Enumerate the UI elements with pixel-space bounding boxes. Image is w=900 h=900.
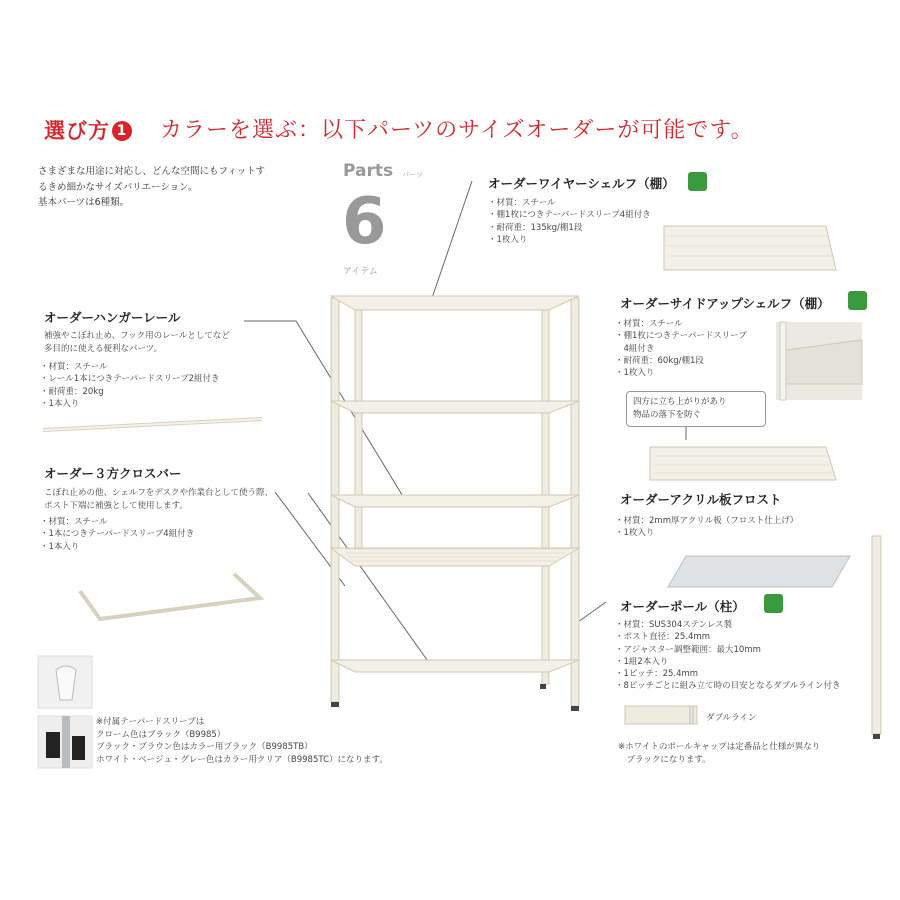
hanger-rail-specs: ・材質：スチール ・レール1本につきテーパードスリーブ2組付き ・耐荷重：20kg ・1本入り [40, 362, 220, 409]
side-up-shelf-title: オーダーサイドアップシェルフ（棚） [620, 296, 830, 311]
eco-mark-icon [848, 291, 867, 310]
parts-label: Parts [343, 161, 394, 181]
hanger-rail-title: オーダーハンガーレール [44, 310, 181, 325]
parts-count: 6 [342, 185, 387, 259]
rack-pole [571, 298, 579, 706]
cross-bar-title: オーダー３方クロスバー [44, 466, 182, 481]
sleeve-photo [38, 656, 92, 708]
cross-bar-specs: ・材質：スチール ・1本につきテーパードスリーブ4組付き ・1本入り [40, 517, 195, 552]
side-up-shelf-callout: 四方に立ち上がりがあり 物品の落下を防ぐ [626, 391, 766, 427]
intro-line: 基本パーツは6種類。 [38, 197, 130, 208]
wire-shelf-image [664, 226, 836, 270]
hanger-rail-desc: 補強やこぼれ止め、フック用のレールとしてなど 多目的に使える便利なパーツ。 [44, 331, 230, 354]
acrylic-plate-image [668, 556, 850, 587]
rack-pole [355, 306, 362, 550]
pole-specs: ・材質：SUS304ステンレス製 ・ポスト直径：25.4mm ・アジャスター調整範囲：最大10mm ・1組2本入り ・1ピッチ：25.4mm ・8ピッチごとに組み立て時の目安となるダブルライン付き [615, 620, 841, 692]
rack-foot [331, 702, 339, 707]
eco-mark-icon [688, 172, 707, 191]
pole-cap-note: ※ホワイトのポールキャップは定番品と仕様が異なり ブラックになります。 [618, 742, 821, 765]
side-up-shelf-specs: ・材質：スチール ・棚1枚につきテーパードスリーブ 4組付き ・耐荷重：60kg/棚1段 ・1枚入り [615, 319, 747, 379]
wire-shelf-specs: ・材質：スチール ・棚1枚につきテーパードスリーブ4組付き ・耐荷重：135kg/棚1段 ・1枚入り [488, 198, 651, 245]
cross-bar-desc: こぼれ止めの他、シェルフをデスクや作業台として使う際、 ポスト下端に補強として使用します。 [44, 488, 273, 511]
parts-sub-label: パーツ [402, 171, 423, 179]
pole-title: オーダーポール（柱） [620, 599, 745, 614]
rack-illustration [331, 296, 579, 711]
parts-item-label: アイテム [343, 267, 378, 277]
rack-shelf [331, 296, 579, 310]
intro-line: るきめ細かなサイズバリエーション。 [38, 181, 198, 193]
side-up-shelf-image [650, 447, 836, 480]
sleeve-note: ※付属テーパードスリーブは クローム色はブラック（B9985） ブラック・ブラウン色はカラー用ブラック（B9985TB） ホワイト・ベージュ・グレー色はカラー用クリア（B9985TC）になります。 [96, 717, 388, 765]
cross-bar-image [80, 574, 260, 619]
acrylic-specs: ・材質：2mm厚アクリル板（フロスト仕上げ） ・1枚入り [615, 516, 799, 539]
rack-pole [331, 298, 339, 702]
page-title: カラーを選ぶ：以下パーツのサイズオーダーが可能です。 [160, 118, 754, 143]
wire-shelf-title: オーダーワイヤーシェルフ（棚） [488, 176, 675, 191]
eco-mark-icon [764, 594, 783, 613]
double-line-label: ダブルライン [706, 713, 757, 723]
step-label: 選び方 1 [44, 115, 132, 145]
rack-shelf [331, 660, 579, 672]
sleeve-on-pole-photo [38, 716, 92, 768]
pole-image [872, 536, 881, 739]
rack-shelf [331, 495, 579, 507]
side-up-shelf-photo [776, 322, 862, 400]
acrylic-title: オーダーアクリル板フロスト [620, 492, 782, 507]
hanger-rail-image [43, 419, 262, 430]
rack-shelf [331, 401, 579, 413]
step-number-badge: 1 [112, 121, 132, 141]
leader-lines [244, 181, 606, 664]
double-line-image [625, 706, 697, 724]
rack-foot [571, 706, 579, 711]
intro-line: さまざまな用途に対応し、どんな空間にもフィットす [38, 166, 265, 177]
rack-foot [540, 684, 546, 689]
